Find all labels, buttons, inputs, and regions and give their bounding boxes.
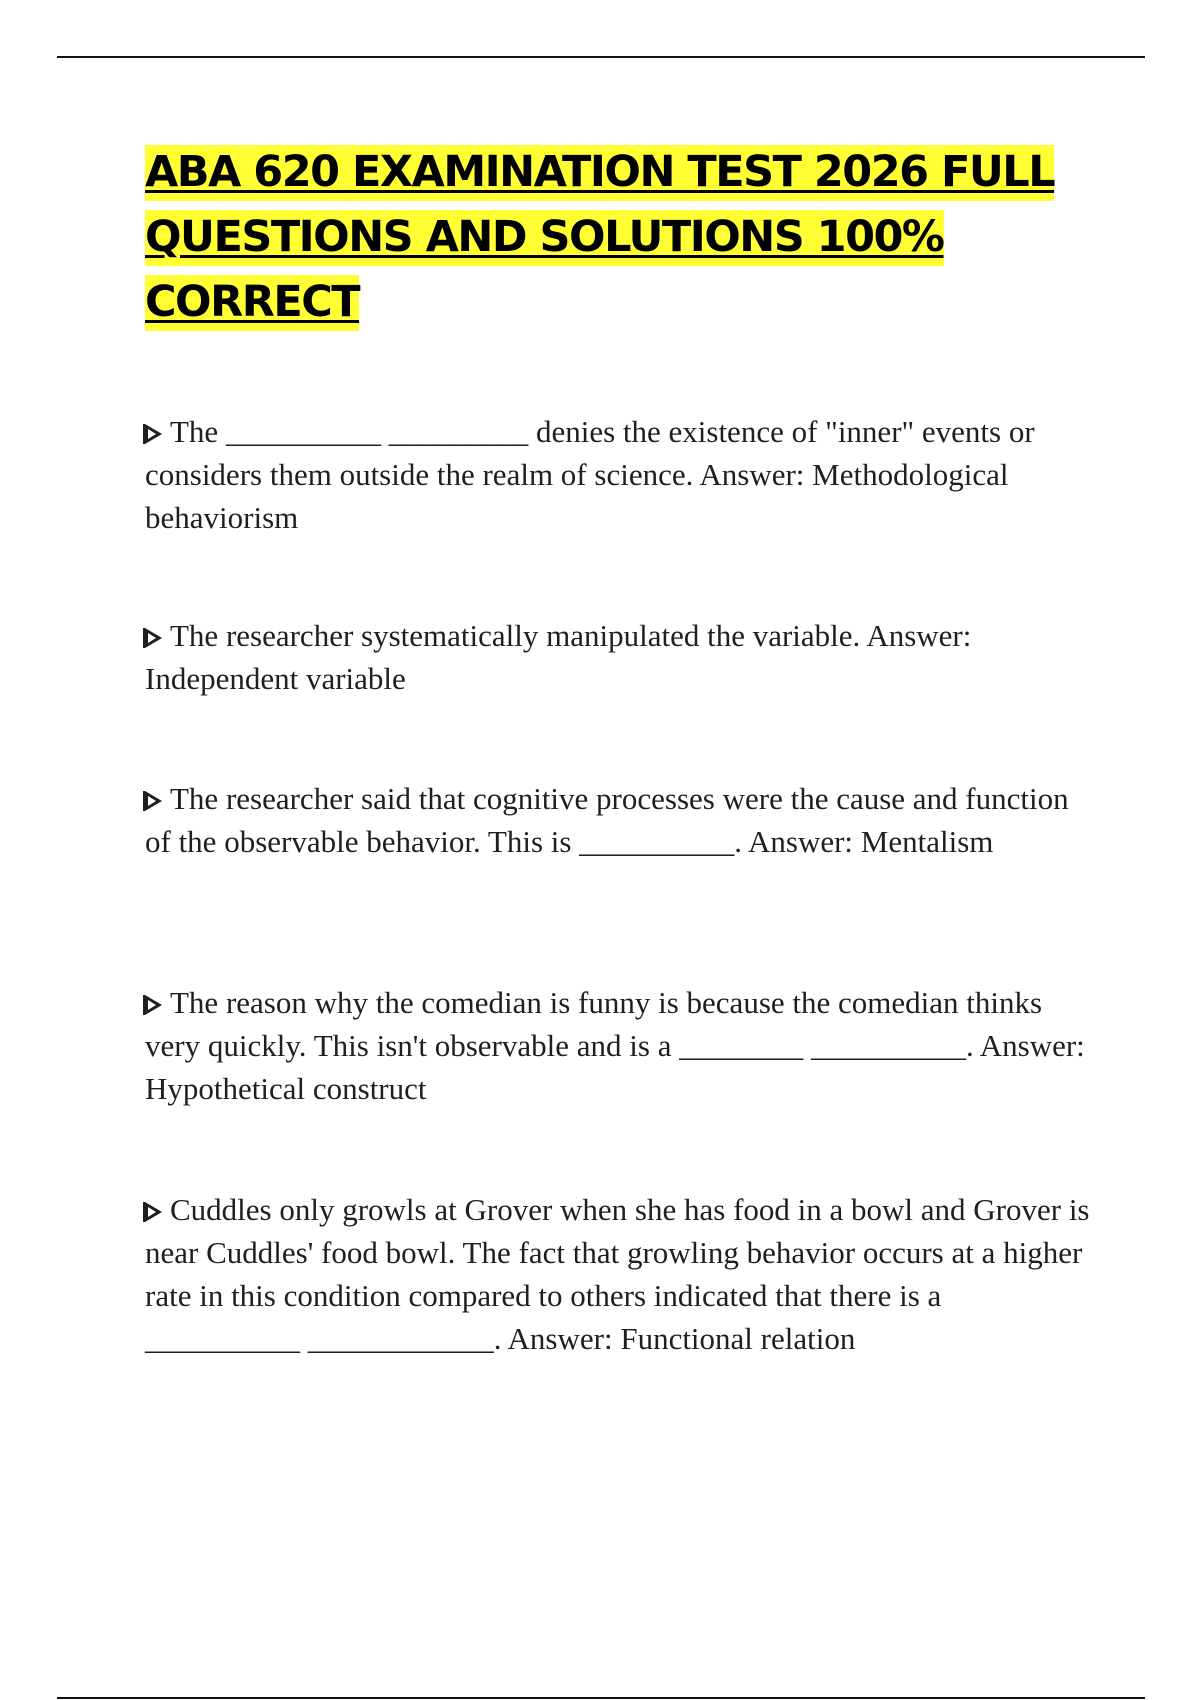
title-line xyxy=(145,270,1065,335)
question-answer-item xyxy=(145,614,1095,700)
play-outline-icon xyxy=(145,1202,162,1222)
question-answer-text: The researcher systematically manipulated the variable. Answer: Independent variable xyxy=(145,618,972,696)
title-line xyxy=(145,205,1065,270)
question-answer-text: The researcher said that cognitive processes were the cause and function of the observable behavior. This is __________. Answer: Mentalism xyxy=(145,781,1069,859)
title-line xyxy=(145,140,1065,205)
title-line-text: ABA 620 EXAMINATION TEST 2026 FULL xyxy=(145,145,1054,201)
play-outline-icon xyxy=(145,424,162,444)
question-answer-item xyxy=(145,1188,1095,1360)
top-rule xyxy=(57,56,1145,58)
document-title xyxy=(145,140,1065,335)
question-answer-text: Cuddles only growls at Grover when she has food in a bowl and Grover is near Cuddles' food bowl. The fact that growling behavior occurs at a higher rate in this condition compared to others indicated that there is a __________ ____________. Answer: Functional relation xyxy=(145,1192,1090,1356)
question-answer-item xyxy=(145,981,1095,1110)
play-outline-icon xyxy=(145,628,162,648)
title-line-text: CORRECT xyxy=(145,275,359,331)
play-outline-icon xyxy=(145,791,162,811)
question-answer-text: The reason why the comedian is funny is because the comedian thinks very quickly. This isn't observable and is a ________ __________. Answer: Hypothetical construct xyxy=(145,985,1085,1106)
question-answer-item xyxy=(145,777,1095,863)
play-outline-icon xyxy=(145,995,162,1015)
title-line-text: QUESTIONS AND SOLUTIONS 100% xyxy=(145,210,944,266)
bottom-rule xyxy=(57,1697,1145,1699)
question-answer-text: The __________ _________ denies the existence of "inner" events or considers them outside the realm of science. Answer: Methodological behaviorism xyxy=(145,414,1035,535)
question-answer-item xyxy=(145,410,1095,539)
